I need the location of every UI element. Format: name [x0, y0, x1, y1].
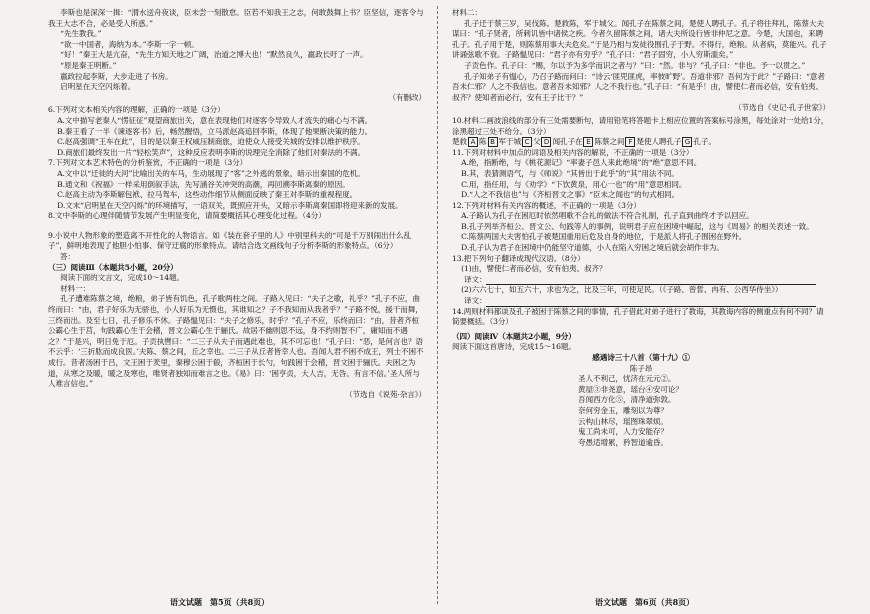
story-paragraph: “好！”秦王大是亢奋，“先生方知天地之广阔，治道之博大也！”默然良久，嬴政长吁了一声。: [60, 50, 368, 60]
material2-text: 孔子迁于蔡三岁，吴伐陈。楚救陈，军于城父。闻孔子在陈蔡之间，楚使人聘孔子。孔子将往拜礼，陈蔡大夫谋曰：“孔子贤者，所刺讥皆中诸侯之疾。今者久留陈蔡之间，诸大夫所设行皆非仲尼之意。今楚，大国也，来聘孔子。孔子用于楚，则陈蔡用事大夫危矣。”于是乃相与发徒役围孔子于野。不得行，绝粮。从者病，莫能兴。孔子讲诵弦歌不衰。子路愠见曰：“君子亦有穷乎？”孔子曰：“君子固穷，小人穷斯滥矣。”: [452, 18, 827, 60]
q10-box-d[interactable]: D: [541, 137, 551, 147]
q11-option-b: B.其，表猜测语气，与《师说》“其皆出于此乎”的“其”用法不同。: [461, 168, 679, 178]
question-10: 10.材料二画波浪线的部分有三处需要断句，请用铅笔将答题卡上相应位置的答案标号涂黑，每处涂对一处给1分，涂黑超过三处不给分。（3分）: [452, 115, 829, 136]
reading3-intro: 阅读下面的文言文，完成10～14题。: [60, 273, 184, 283]
question-8: 8.文中李斯的心理伴随情节发展产生明显变化，请简要概括其心理变化过程。（4分）: [48, 211, 326, 221]
poem-line: 鬼工尚未可，人力安能存？: [578, 427, 668, 437]
story-paragraph: “欲一中国者，海纳为本。”李斯一字一顿。: [60, 39, 199, 49]
material1-label: 材料一：: [60, 283, 91, 293]
answer-underline: [486, 298, 816, 307]
poem-line: 云构山林尽，瑶图珠翠烦。: [578, 416, 668, 426]
q10-segment: 陈蔡之间: [594, 137, 625, 147]
page-footer-left: 语文试题 第5页（共8页）: [170, 597, 270, 607]
q10-box-f[interactable]: F: [625, 137, 635, 147]
q6-option-b: B.秦王看了一半《谏逐客书》后，畅然醒悟，立马派赵高追回李斯，体现了他果断决策的能力。: [57, 126, 373, 136]
poem-author: 陈子昂: [629, 363, 653, 373]
reading3-header: （三）阅读Ⅲ（本题共5小题，20分）: [48, 262, 178, 272]
left-page: [48, 8, 426, 402]
material2-text-b: 子贡色作。孔子曰：“赐，尔以予为多学而识之者与？”曰：“然。非与？”孔子曰：“非也。予一以贯之。”: [464, 60, 806, 70]
poem-line: 黄屋③非尧意，瑶台④安可论？: [578, 384, 683, 394]
q6-option-c: C.赵高强调“王车在此”，目的是以秦王权威压制商旅，迫使众人接受关城的安排以维护秩序。: [57, 137, 365, 147]
poem-line: 夸愚适增累，矜智道逾昏。: [578, 437, 668, 447]
question-13: 13.把下列句子翻译成现代汉语。（8分）: [452, 253, 585, 263]
material2-text-c: 孔子知弟子有愠心，乃召子路而问曰：“诗云‘匪兕匪虎，率彼旷野’。吾道非邪？吾何为于此？”子路曰：“意者吾未仁邪？人之不我信也。意者吾未知邪？人之不我行也。”孔子曰：“有是乎！由，譬使仁者而必信，安有伯夷、叔齐？使知者而必行，安有王子比干？”: [452, 71, 825, 102]
q11-option-d: D.“人之不我信也”与《齐桓晋文之事》“臣未之闻也”的句式相同。: [461, 190, 680, 200]
q10-box-a[interactable]: A: [468, 137, 478, 147]
story-paragraph: 嬴政拉起李斯，大步走进了书房。: [60, 71, 173, 81]
q12-option-a: A.子路认为孔子在困厄时依然唱歌不合礼的做法不符合礼制，孔子直到曲终才予以回应。: [461, 211, 754, 221]
q7-option-d: D.文末“启明星在天空闪烁”的环境描写，一语双关，既照应开头，又暗示李斯离秦国即将迎来新的发展。: [57, 200, 403, 210]
q10-box-e[interactable]: E: [583, 137, 593, 147]
q7-option-c: C.赵高主动为李斯解包袱、拉马驾车，这些动作细节从侧面反映了秦王对李斯的重视程度。: [57, 190, 358, 200]
story-source: （有删改）: [388, 92, 426, 102]
q7-option-b: B.通文和《祝福》一样采用倒叙手法，先写涵谷关冲突的高潮，再回溯李斯离秦的原因。: [57, 179, 350, 189]
q11-option-c: C.用，指任用，与《劝学》“下饮黄泉，用心一也”的“用”意思相同。: [461, 179, 687, 189]
translation-line-2[interactable]: [464, 296, 830, 307]
material2-source: （节选自《史记·孔子世家》）: [734, 103, 830, 113]
q11-option-a: A.绝，指断绝，与《桃花源记》“率妻子邑人来此绝境”的“绝”意思不同。: [461, 158, 702, 168]
q12-option-b: B.孔子列举齐桓公、晋文公、句践等人的事例，说明君子应在困境中崛起，这与《周易》的相关表述一致。: [461, 221, 814, 231]
q6-option-d: D.商旅们最终发出一片“轻松笑声”，这种反应表明李斯的说理完全消除了他们对秦法的不满。: [57, 147, 365, 157]
q10-segment: 父: [532, 137, 541, 147]
translate-label: 译文：: [464, 274, 487, 284]
q10-sentence: [452, 137, 830, 148]
q7-option-a: A.文中以“迁徙的大河”比喻出关的车马，生动展现了“客”之外逃的景象，暗示出秦国的危机。: [57, 168, 365, 178]
q10-segment: 孔子。: [693, 137, 716, 147]
poem-title: 感遇诗三十八首（第十九）①: [592, 353, 690, 362]
q13-sentence-1: (1)由，譬使仁者而必信，安有伯夷、叔齐？: [461, 264, 607, 274]
q10-segment: 军于城: [498, 137, 521, 147]
question-14: 14.两则材料都谈及孔子被困于陈蔡之间的事情，孔子借此对弟子进行了教诲，其教诲内容的侧重点有何不同？请简要概括。（3分）: [452, 306, 824, 327]
poem-line: 吾闻西方化⑤，清净道弥敦。: [578, 395, 676, 405]
material2-label: 材料二：: [452, 8, 482, 17]
translation-line-1[interactable]: [464, 275, 830, 286]
page-footer-right: 语文试题 第6页（共8页）: [595, 597, 695, 607]
question-6: 6.下列对文本相关内容的理解，正确的一项是（3分）: [48, 105, 225, 115]
q10-box-b[interactable]: B: [488, 137, 498, 147]
answer-label: 答：: [60, 252, 75, 262]
story-paragraph: 李斯也是深深一揖：“渭水送舟夜谈，臣未尝一刻散怠。臣若不知我王之志，何敢鼓舞上书？臣坚信，逐客令与我王大志不合，必是受人所惑。”: [48, 8, 424, 28]
q10-segment: 闻孔子在: [552, 137, 583, 147]
q12-option-d: D.孔子认为君子在困境中仍能坚守道德，小人在陷入穷困之境后就会胡作非为。: [461, 243, 724, 253]
story-paragraph: “原是秦王明断。”: [60, 60, 117, 70]
poem-line: 奈何穷金玉，雕刻以为尊？: [578, 405, 668, 415]
q6-option-a: A.文中描写老秦人“愣征征”观望商旅出关，意在表现他们对逐客令导致人才流失的痛心与不满。: [57, 115, 373, 125]
right-page: [452, 8, 830, 448]
q10-segment: 陈: [479, 137, 487, 147]
question-12: 12.下列对材料有关内容的概述，不正确的一项是（3分）: [452, 200, 641, 210]
question-7: 7.下列对文本艺术特色的分析鉴赏，不正确的一项是（3分）: [48, 158, 248, 168]
q10-pre-text: 楚救: [452, 137, 467, 147]
poem-line: 圣人不利己，忧济在元元②。: [578, 374, 676, 384]
q13-sentence-2: (2)六六七十，如五六十，求也为之，比及三年，可使足民。（《子路、曾皙、冉有、公西华侍坐》）: [461, 285, 783, 295]
question-9: 9.小说中人物形象的塑造离不开性化的人物语言。如《装在套子里的人》中别里科夫的“可是千万别闹出什么乱子”，鲜明地表现了他胆小怕事、保守迂腐的形象特点。请结合选文画线句子分析李斯的形象特点。（6分）: [48, 230, 412, 251]
reading4-intro: 阅读下面这首唐诗，完成15～16题。: [452, 342, 576, 352]
material1-source: （节选自《说苑·杂言》）: [345, 389, 426, 399]
q10-box-g[interactable]: G: [682, 137, 692, 147]
question-11: 11.下列对材料中加点的词语及相关内容的解说，不正确的一项是（3分）: [452, 147, 694, 157]
reading4-header: （四）阅读Ⅳ（本题共2小题，9分）: [452, 331, 576, 341]
translate-label: 译文：: [464, 296, 487, 306]
q10-segment: 楚使人聘孔子: [636, 137, 682, 147]
story-paragraph: “先生教我。”: [60, 29, 102, 39]
material1-text: 孔子遭难陈蔡之境，绝粮，弟子皆有饥色，孔子歌两柱之间。子路入见曰：“夫子之歌，礼乎？”孔子不应，曲终而曰：“由，君子好乐为无骄也，小人好乐为无慑也，其谁知之？子不我知而从我者乎？”子路不悦，援干而舞，三终而出。及至七日，孔子修乐不休。子路愠见曰：“夫子之修乐，时乎？”孔子不应，乐终而曰：“由，昔者齐桓公霸心生于莒，句践霸心生于会稽，晋文公霸心生于骊氏。故居不幽则思不远，身不约则智不广，庸知而不遇之？”于是兴，明日免于厄。子贡执辔曰：“二三子从夫子而遇此难也，其不可忘也！”孔子曰：“恶，是何言也？语不云乎：‘三折肱而成良医。’夫陈、蔡之间，丘之幸也。二三子从丘者皆幸人也。吾闻人君不困不成王，列士不困不成行。昔者汤困于吕，文王困于羑里，秦穆公困于殽，齐桓困于长勺，句践困于会稽，晋文困于骊氏。夫困之为道，从寒之及暖，暖之及寒也，唯贤者独知而难言之也。《易》曰：‘困亨贞，大人吉，无咎。有言不信。’圣人所与人难言信也。”: [48, 294, 424, 389]
q12-option-c: C.陈蔡两国大夫害怕孔子被楚国重用后危及自身的地位，于是派人将孔子围困在野外。: [461, 232, 747, 242]
story-paragraph: 启明星在天空闪烁着。: [60, 82, 136, 92]
q10-box-c[interactable]: C: [522, 137, 532, 147]
page-divider: [437, 6, 438, 604]
